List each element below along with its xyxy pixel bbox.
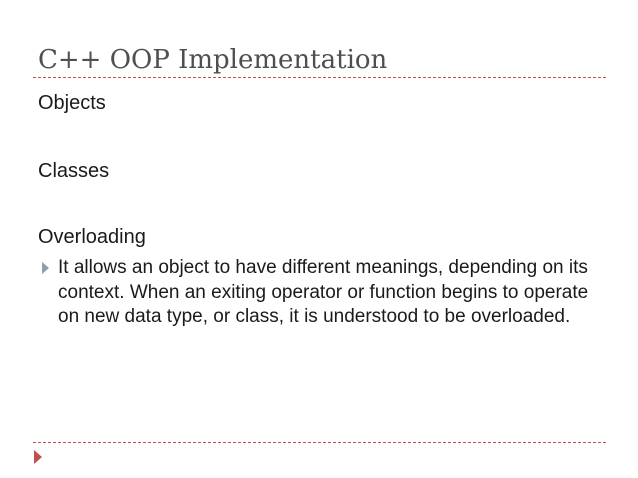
triangle-corner-icon (34, 450, 42, 464)
heading-objects: Objects (38, 92, 106, 114)
heading-classes: Classes (38, 160, 110, 182)
slide-title: C++ OOP Implementation (38, 45, 388, 75)
bullet-item (38, 256, 598, 330)
title-divider (33, 77, 606, 78)
heading-overloading: Overloading (38, 226, 146, 248)
footer-divider (33, 442, 606, 443)
triangle-bullet-icon (42, 262, 49, 274)
bullet-text: It allows an object to have different meanings, depending on its context. When an exiting operator or function begins to operate on new data type, or class, it is understood to be overloaded. (58, 257, 589, 327)
